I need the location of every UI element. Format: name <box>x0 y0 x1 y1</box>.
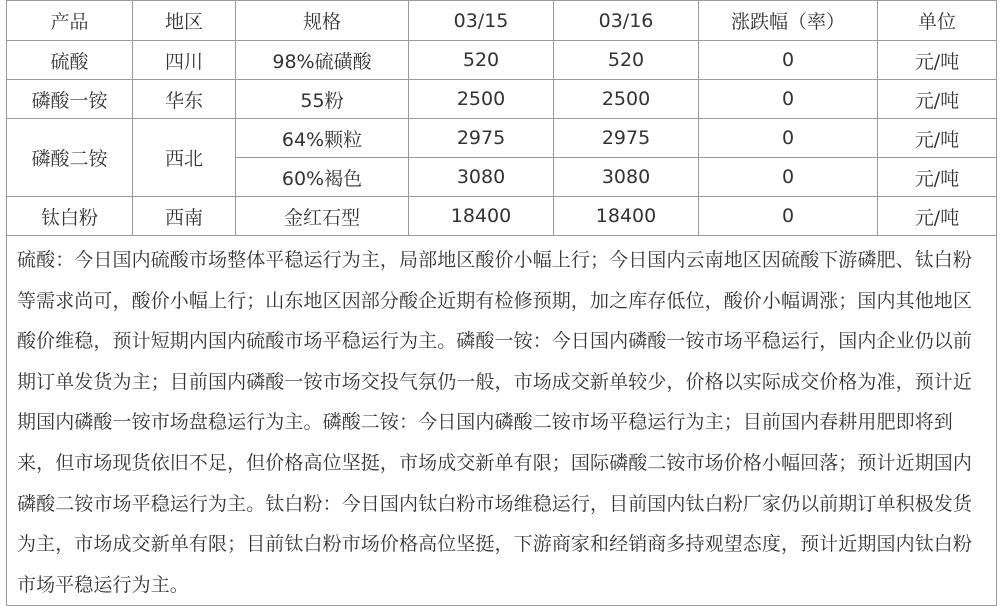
cell-spec: 64%颗粒 <box>236 119 409 158</box>
cell-price-1: 520 <box>409 41 554 80</box>
header-date-1: 03/15 <box>409 1 554 41</box>
market-commentary: 硫酸：今日国内硫酸市场整体平稳运行为主，局部地区酸价小幅上行；今日国内云南地区因硫酸下游磷肥、钛白粉等需求尚可，酸价小幅上行；山东地区因部分酸企近期有检修预期，加之库存低位，酸价小幅调涨；国内其他地区酸价维稳，预计短期内国内硫酸市场平稳运行为主。磷酸一铵：今日国内磷酸一铵市场平稳运行，国内企业仍以前期订单发货为主；目前国内磷酸一铵市场交投气氛仍一般，市场成交新单较少，价格以实际成交价格为准，预计近期国内磷酸一铵市场盘稳运行为主。磷酸二铵：今日国内磷酸二铵市场平稳运行为主；目前国内春耕用肥即将到来，但市场现货依旧不足，但价格高位坚挺，市场成交新单有限；国际磷酸二铵市场价格小幅回落；预计近期国内磷酸二铵市场平稳运行为主。钛白粉：今日国内钛白粉市场维稳运行，目前国内钛白粉厂家仍以前期订单积极发货为主，市场成交新单有限；目前钛白粉市场价格高位坚挺，下游商家和经销商多持观望态度，预计近期国内钛白粉市场平稳运行为主。 <box>7 236 997 606</box>
cell-price-1: 18400 <box>409 197 554 236</box>
cell-product: 磷酸一铵 <box>7 80 133 119</box>
cell-change: 0 <box>699 158 878 197</box>
cell-spec: 60%褐色 <box>236 158 409 197</box>
cell-change: 0 <box>699 80 878 119</box>
table-header-row <box>7 1 997 41</box>
header-spec: 规格 <box>236 1 409 41</box>
cell-change: 0 <box>699 197 878 236</box>
cell-price-2: 18400 <box>554 197 699 236</box>
table-row <box>7 41 997 80</box>
table-row <box>7 80 997 119</box>
cell-price-1: 2500 <box>409 80 554 119</box>
table-row <box>7 119 997 158</box>
cell-product: 磷酸二铵 <box>7 119 133 197</box>
cell-change: 0 <box>699 41 878 80</box>
cell-price-1: 2975 <box>409 119 554 158</box>
cell-price-1: 3080 <box>409 158 554 197</box>
cell-price-2: 2975 <box>554 119 699 158</box>
header-change: 涨跌幅（率） <box>699 1 878 41</box>
cell-price-2: 3080 <box>554 158 699 197</box>
cell-change: 0 <box>699 119 878 158</box>
cell-unit: 元/吨 <box>878 119 997 158</box>
cell-product: 钛白粉 <box>7 197 133 236</box>
cell-product: 硫酸 <box>7 41 133 80</box>
table-row <box>7 197 997 236</box>
cell-unit: 元/吨 <box>878 197 997 236</box>
cell-region: 西北 <box>133 119 236 197</box>
cell-region: 华东 <box>133 80 236 119</box>
cell-unit: 元/吨 <box>878 158 997 197</box>
price-report <box>6 0 996 598</box>
header-region: 地区 <box>133 1 236 41</box>
cell-spec: 金红石型 <box>236 197 409 236</box>
cell-price-2: 2500 <box>554 80 699 119</box>
cell-spec: 55粉 <box>236 80 409 119</box>
header-date-2: 03/16 <box>554 1 699 41</box>
commentary-row <box>7 236 997 606</box>
cell-region: 四川 <box>133 41 236 80</box>
price-table <box>6 0 997 606</box>
cell-unit: 元/吨 <box>878 80 997 119</box>
cell-price-2: 520 <box>554 41 699 80</box>
header-product: 产品 <box>7 1 133 41</box>
header-unit: 单位 <box>878 1 997 41</box>
cell-spec: 98%硫磺酸 <box>236 41 409 80</box>
cell-region: 西南 <box>133 197 236 236</box>
cell-unit: 元/吨 <box>878 41 997 80</box>
